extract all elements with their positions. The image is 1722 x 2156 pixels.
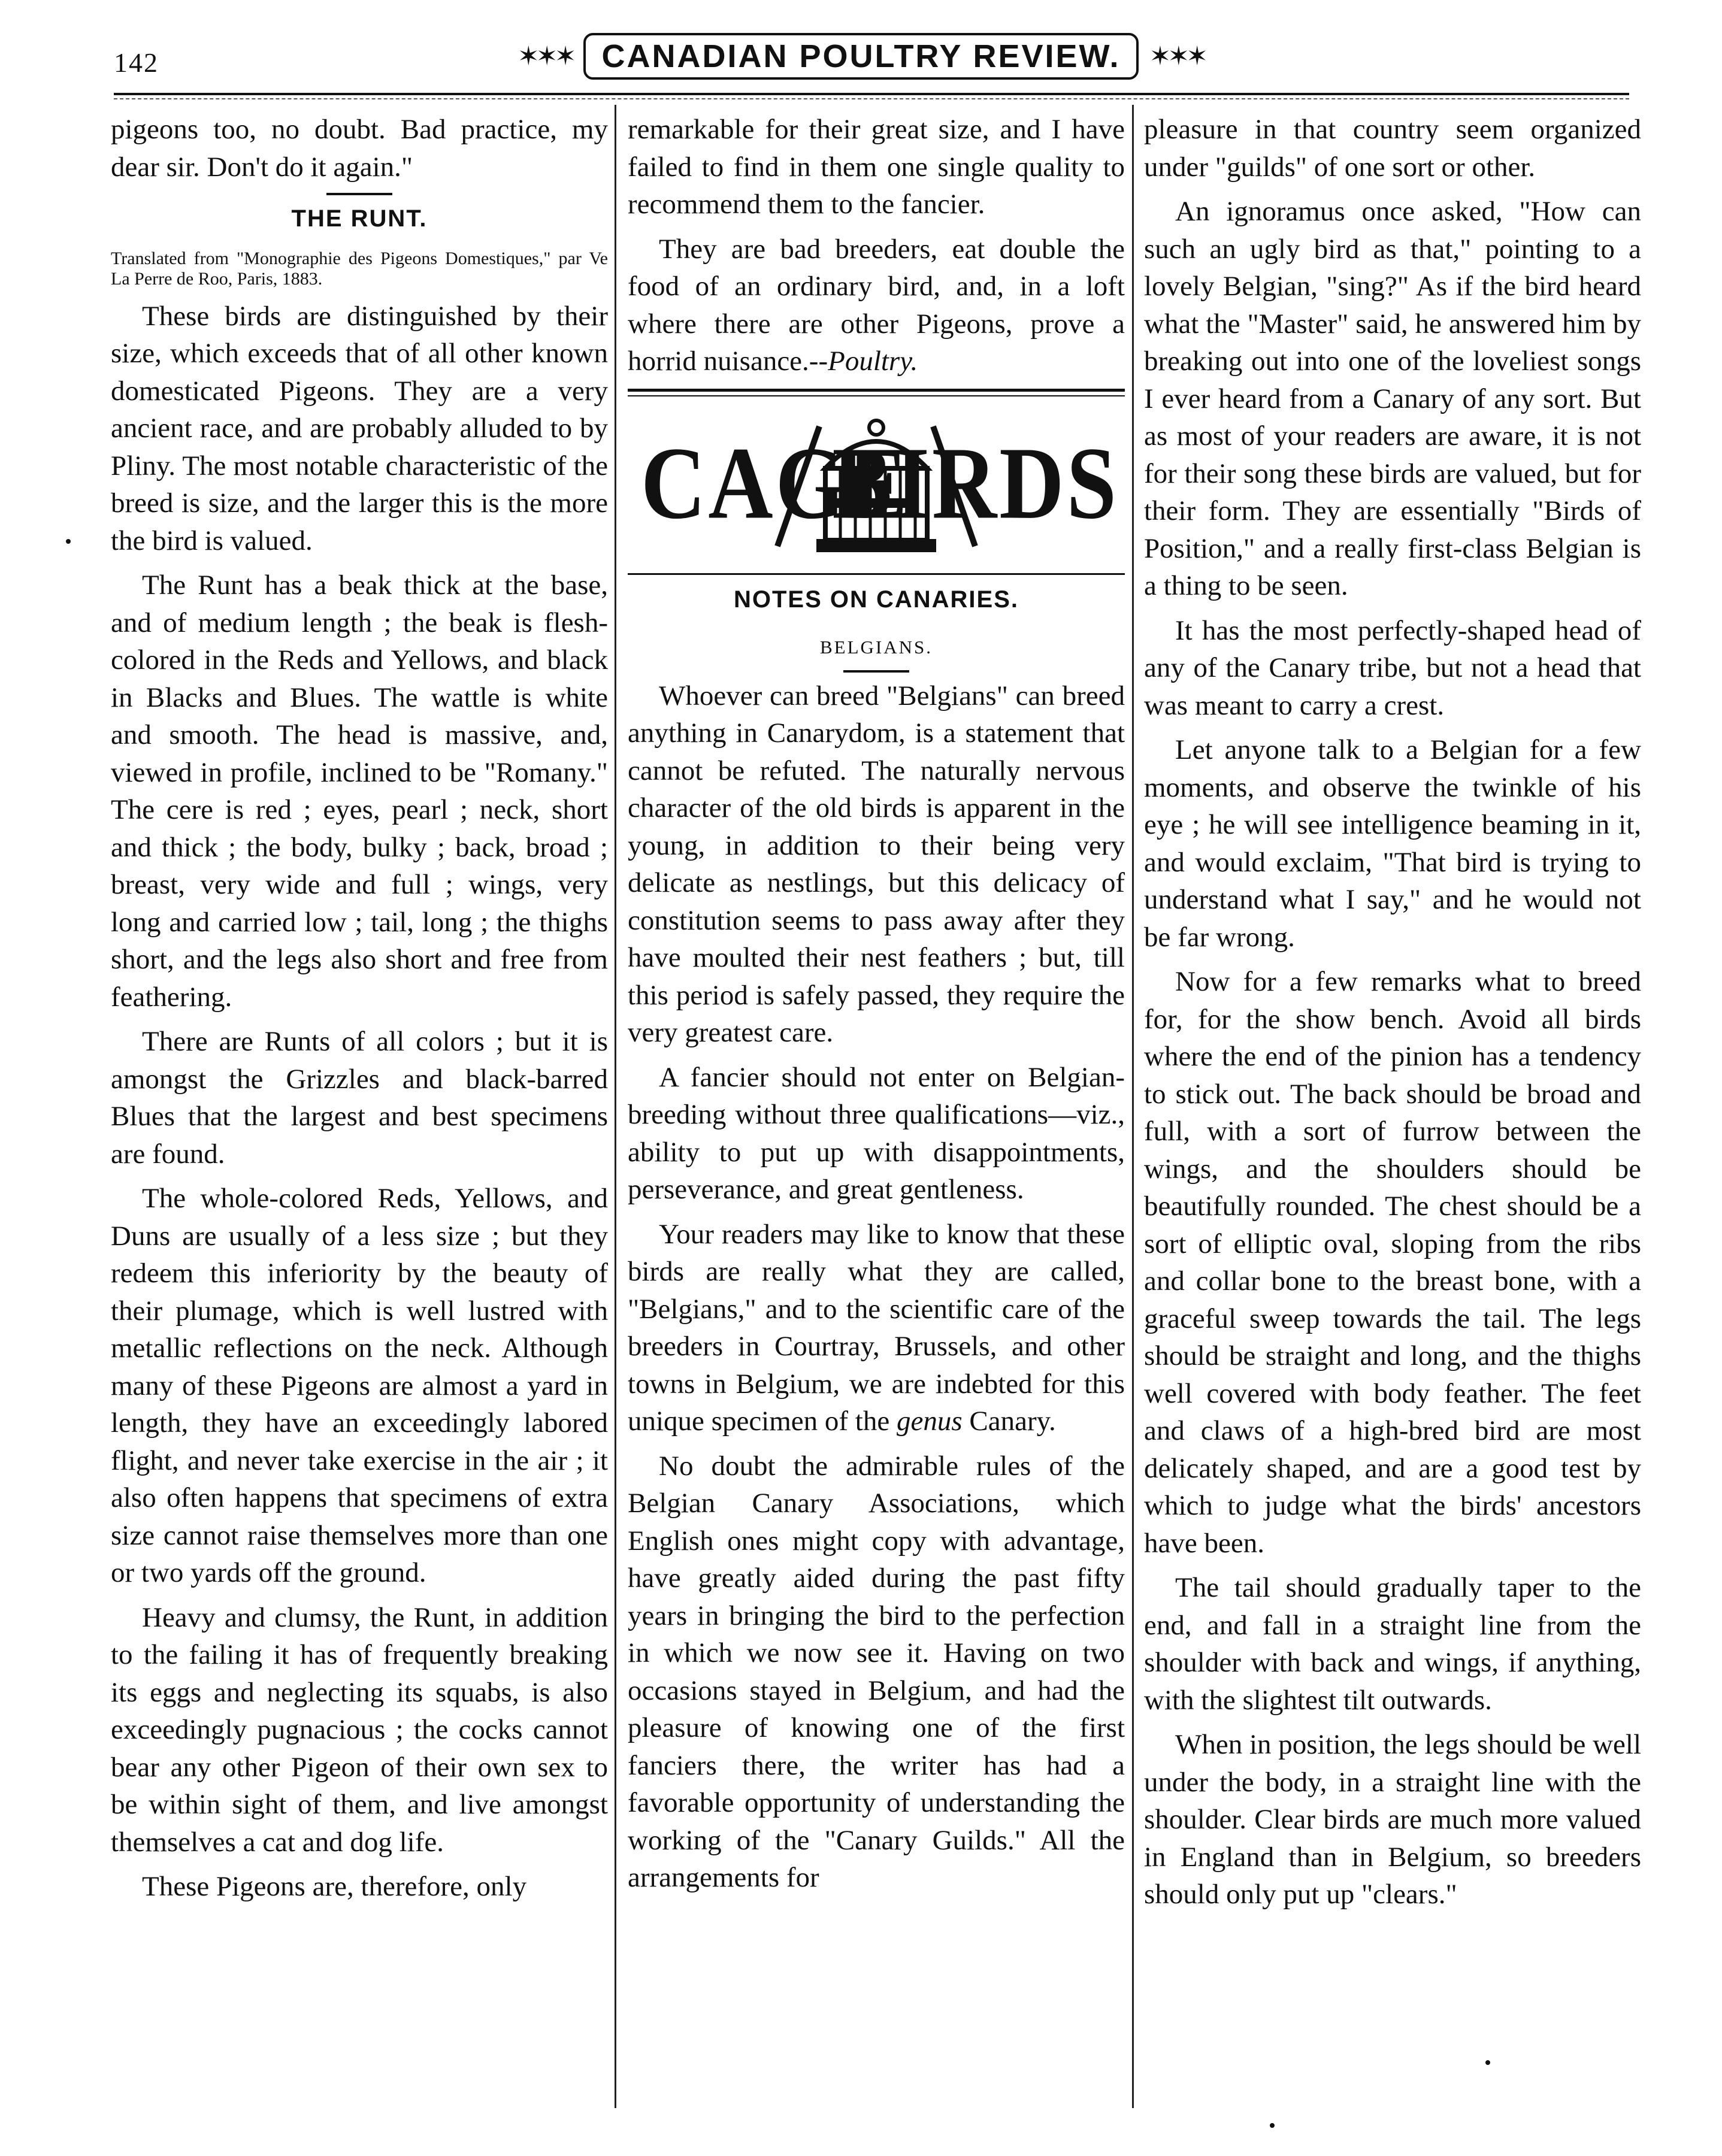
paragraph: The tail should gradually taper to the end, and fall in a straight line from the shoulder with back and wings, if anything, with the slightest tilt outwards. bbox=[1144, 1572, 1641, 1716]
header-rule-dashed bbox=[114, 98, 1629, 99]
paragraph: These birds are distinguished by their size, which exceeds that of all other known domesticated Pigeons. They are a very ancient race, and are probably alluded to by Pliny. The most notable characteristic of the breed is size, and the larger this is the more the bird is valued. bbox=[111, 300, 608, 556]
page-number: 142 bbox=[114, 47, 159, 78]
header-rule bbox=[114, 93, 1629, 95]
paragraph: When in position, the legs should be well under the body, in a straight line with the shoulder. Clear birds are much more valued in England than in Belgium, so breeders should only put up "clears." bbox=[1144, 1729, 1642, 1910]
paragraph-text: Your readers may like to know that these birds are really what they are called, "Belgians," and to the scientific care of the breeders in Courtray, Brussels, and other towns in Belgium, we are indebted for this unique specimen of the bbox=[628, 1218, 1125, 1437]
print-speck bbox=[1485, 2060, 1490, 2065]
masthead bbox=[0, 33, 1722, 80]
paragraph: The Runt has a beak thick at the base, and of medium length ; the beak is flesh-colored in the Reds and Yellows, and black in Blacks and Blues. The wattle is white and smooth. The head is massive, and, viewed in profile, inclined to be "Romany." The cere is red ; eyes, pearl ; neck, short and thick ; the body, bulky ; back, broad ; breast, very wide and full ; wings, very long and carried low ; tail, long ; the thighs short, and the legs also short and free from feathering. bbox=[111, 570, 608, 1013]
paragraph: Now for a few remarks what to breed for, for the show bench. Avoid all birds where the end of the pinion has a tendency to stick out. The back should be broad and full, with a sort of furrow between the wings, and the shoulders should be beautifully rounded. The chest should be a sort of elliptic oval, sloping from the ribs and collar bone to the breast bone, with a graceful sweep towards the tail. The legs should be straight and long, and the thighs well covered with body feather. The feet and claws of a high-bred bird are most delicately shaped, and are a good test by which to judge what the birds' ancestors have been. bbox=[1144, 966, 1641, 1559]
article-subheading: BELGIANS. bbox=[819, 637, 933, 658]
paragraph: An ignoramus once asked, "How can such an ugly bird as that," pointing to a lovely Belgian, "sing?" As if the bird heard what the "Master" said, he answered him by breaking out into one of the loveliest songs I ever heard from a Canary of any sort. But as most of your readers are aware, it is not for their song these birds are valued, but for their form. They are essentially "Birds of Position," and a really first-class Belgian is a thing to be seen. bbox=[1144, 196, 1641, 601]
source-credit: Poultry. bbox=[828, 346, 918, 377]
column-2 bbox=[628, 111, 1125, 1904]
article-heading-runt: THE RUNT. bbox=[291, 205, 428, 232]
paragraph: There are Runts of all colors ; but it is amongst the Grizzles and black-barred Blues that the largest and best specimens are found. bbox=[111, 1026, 608, 1170]
section-rule bbox=[326, 193, 392, 195]
paragraph: The whole-colored Reds, Yellows, and Duns are usually of a less size ; but they redeem this inferiority by the beauty of their plumage, which is well lustred with metallic reflections on the neck. Although many of these Pigeons are almost a yard in length, they have an exceedingly labored flight, and never take exercise in the air ; it also often happens that specimens of extra size cannot raise themselves more than one or two yards off the ground. bbox=[111, 1183, 608, 1588]
column-3 bbox=[1144, 111, 1641, 1921]
section-rule bbox=[843, 670, 909, 673]
paragraph bbox=[628, 1216, 1125, 1440]
paragraph: Heavy and clumsy, the Runt, in addition to the failing it has of frequently breaking its eggs and neglecting its squabs, is also exceedingly pugnacious ; the cocks cannot bear any other Pigeon of their own sex to be within sight of them, and live amongst themselves a cat and dog life. bbox=[111, 1601, 608, 1858]
paragraph-text: Canary. bbox=[962, 1406, 1056, 1437]
banner-word-right: BIRDS bbox=[832, 426, 1119, 540]
paragraph: Let anyone talk to a Belgian for a few moments, and observe the twinkle of his eye ; he will see intelligence beaming in it, and would exclaim, "That bird is trying to understand what I say," and he would not be far wrong. bbox=[1144, 734, 1641, 953]
paragraph: No doubt the admirable rules of the Belgian Canary Associations, which English ones might copy with advantage, have greatly aided during the past fifty years in bringing the bird to the perfection in which we now see it. Having on two occasions stayed in Belgium, and had the pleasure of knowing one of the first fanciers there, the writer has had a favorable opportunity of understanding the working of the "Canary Guilds." All the arrangements for bbox=[628, 1450, 1125, 1893]
column-1-opening: pigeons too, no doubt. Bad practice, my dear sir. Don't do it again." bbox=[111, 114, 608, 183]
paragraph: pleasure in that country seem organized under "guilds" of one sort or other. bbox=[1144, 114, 1641, 183]
ornament-right-icon: ✶✶✶ bbox=[1149, 41, 1205, 71]
italic-word: genus bbox=[896, 1406, 963, 1437]
article-heading-canaries: NOTES ON CANARIES. bbox=[733, 586, 1019, 613]
column-divider bbox=[615, 105, 616, 2108]
print-speck bbox=[66, 539, 71, 544]
paragraph: A fancier should not enter on Belgian-breeding without three qualifications—viz., ability to put up with disappointments, perseverance, and great gentleness. bbox=[628, 1061, 1125, 1205]
paragraph: These Pigeons are, therefore, only bbox=[142, 1871, 527, 1902]
cage-birds-banner bbox=[628, 402, 1125, 567]
print-speck bbox=[1270, 2123, 1275, 2128]
ornament-left-icon: ✶✶✶ bbox=[517, 41, 573, 71]
paragraph: It has the most perfectly-shaped head of any of the Canary tribe, but not a head that was meant to carry a crest. bbox=[1144, 614, 1641, 721]
section-double-rule bbox=[628, 389, 1125, 396]
column-divider bbox=[1132, 105, 1134, 2108]
banner-word-left: CAGE bbox=[641, 426, 910, 540]
masthead-title: CANADIAN POULTRY REVIEW. bbox=[583, 33, 1138, 80]
paragraph-text: They are bad breeders, eat double the food of an ordinary bird, and, in a loft where there are other Pigeons, prove a horrid nuisance.-- bbox=[628, 233, 1125, 377]
translation-credit: Translated from "Monographie des Pigeons Domestiques," par Ve La Perre de Roo, Paris, 1883. bbox=[111, 248, 608, 289]
paragraph: remarkable for their great size, and I have failed to find in them one single quality to recommend them to the fancier. bbox=[628, 114, 1125, 220]
paragraph bbox=[628, 231, 1125, 380]
paragraph: Whoever can breed "Belgians" can breed anything in Canarydom, is a statement that cannot be refuted. The naturally nervous character of the old birds is apparent in the young, in addition to their being very delicate as nestlings, but this delicacy of constitution seems to pass away after they have moulted their nest feathers ; but, till this period is safely passed, they require the very greatest care. bbox=[628, 680, 1125, 1048]
section-rule bbox=[628, 573, 1125, 575]
column-1 bbox=[111, 111, 608, 1913]
